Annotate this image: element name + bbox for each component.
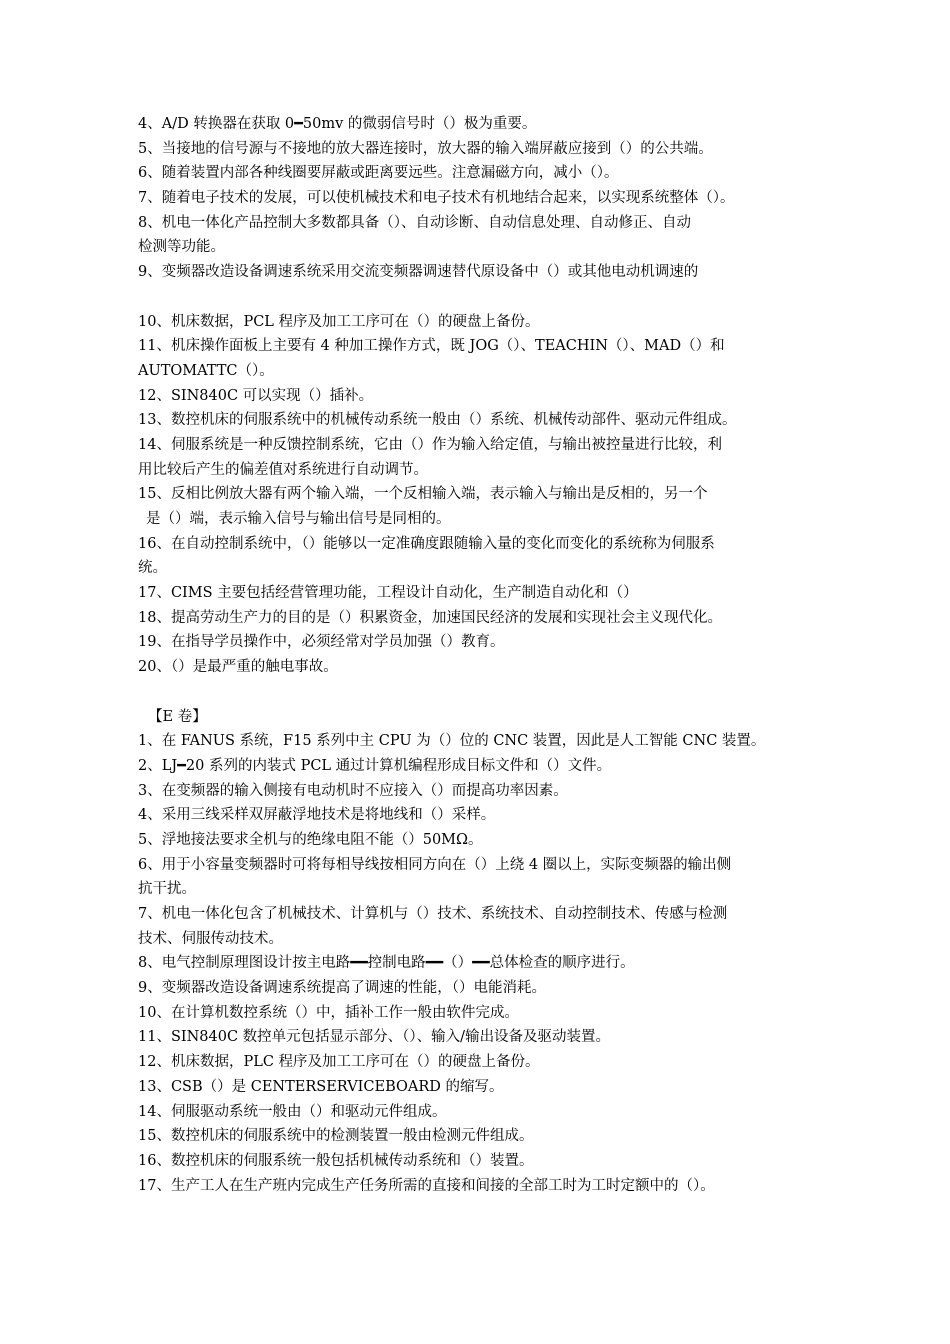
question-line: 10、机床数据，PCL 程序及加工工序可在（）的硬盘上备份。 [138, 313, 540, 330]
question-line: 20、（）是最严重的触电事故。 [138, 659, 338, 676]
question-line: 3、在变频器的输入侧接有电动机时不应接入（）而提高功率因素。 [138, 782, 568, 799]
question-line: 2、LJ━20 系列的内装式 PCL 通过计算机编程形成目标文件和（）文件。 [138, 757, 612, 774]
question-line: 14、伺服驱动系统一般由（）和驱动元件组成。 [138, 1103, 447, 1120]
question-line: 18、提高劳动生产力的目的是（）积累资金，加速国民经济的发展和实现社会主义现代化。 [138, 609, 722, 626]
question-line: 抗干扰。 [138, 881, 196, 898]
document-body [138, 112, 818, 1223]
question-line: 4、A/D 转换器在获取 0━50mv 的微弱信号时（）极为重要。 [138, 116, 537, 132]
question-line: 8、机电一体化产品控制大多数都具备（）、自动诊断、自动信息处理、自动修正、自动 [138, 214, 691, 231]
question-line: 15、数控机床的伺服系统中的检测装置一般由检测元件组成。 [138, 1128, 534, 1145]
question-line: 11、机床操作面板上主要有 4 种加工操作方式，既 JOG（）、TEACHIN（）、MAD（）和 [138, 338, 725, 355]
question-line: 统。 [138, 560, 167, 577]
question-line: 13、数控机床的伺服系统中的机械传动系统一般由（）系统、机械传动部件、驱动元件组成。 [138, 412, 737, 429]
question-line: 10、在计算机数控系统（）中，插补工作一般由软件完成。 [138, 1004, 519, 1021]
question-line: 6、用于小容量变频器时可将每相导线按相同方向在（）上绕 4 圈以上，实际变频器的输出侧 [138, 856, 732, 873]
section-e-heading: 【E 卷】 [148, 708, 207, 725]
question-line: 用比较后产生的偏差值对系统进行自动调节。 [138, 461, 428, 478]
question-line: 9、变频器改造设备调速系统提高了调速的性能，（）电能消耗。 [138, 980, 546, 997]
question-line: 17、CIMS 主要包括经营管理功能，工程设计自动化，生产制造自动化和（） [138, 585, 638, 602]
section-spacer [138, 680, 818, 705]
question-line: 6、随着装置内部各种线圈要屏蔽或距离要远些。注意漏磁方向，减小（）。 [138, 165, 619, 182]
question-line: 16、数控机床的伺服系统一般包括机械传动系统和（）装置。 [138, 1152, 534, 1169]
question-line: 1、在 FANUS 系统，F15 系列中主 CPU 为（）位的 CNC 装置，因此是人工智能 CNC 装置。 [138, 733, 766, 750]
section-d-questions [138, 112, 818, 680]
question-line: 14、伺服系统是一种反馈控制系统，它由（）作为输入给定值，与输出被控量进行比较，利 [138, 436, 722, 453]
section-e [138, 705, 818, 1223]
question-line [138, 1198, 818, 1223]
question-line: 16、在自动控制系统中，（）能够以一定准确度跟随输入量的变化而变化的系统称为伺服系 [138, 535, 715, 552]
question-line: 检测等功能。 [138, 239, 225, 256]
question-line: 8、电气控制原理图设计按主电路━━控制电路━━（）━━总体检查的顺序进行。 [138, 955, 635, 972]
blank-line [138, 285, 818, 310]
question-line: 4、采用三线采样双屏蔽浮地技术是将地线和（）采样。 [138, 807, 496, 824]
question-line: 9、变频器改造设备调速系统采用交流变频器调速替代原设备中（）或其他电动机调速的 [138, 264, 699, 281]
question-line: 13、CSB（）是 CENTERSERVICEBOARD 的缩写。 [138, 1078, 504, 1095]
question-line: 12、SIN840C 可以实现（）插补。 [138, 387, 374, 404]
question-line: AUTOMATTC（）。 [138, 362, 274, 379]
question-line: 5、当接地的信号源与不接地的放大器连接时，放大器的输入端屏蔽应接到（）的公共端。 [138, 140, 713, 157]
question-line: 7、机电一体化包含了机械技术、计算机与（）技术、系统技术、自动控制技术、传感与检测 [138, 906, 728, 922]
question-line: 17、生产工人在生产班内完成生产任务所需的直接和间接的全部工时为工时定额中的（）。 [138, 1177, 715, 1194]
question-line: 12、机床数据，PLC 程序及加工工序可在（）的硬盘上备份。 [138, 1054, 540, 1071]
question-line: 7、随着电子技术的发展，可以使机械技术和电子技术有机地结合起来，以实现系统整体（）。 [138, 190, 735, 207]
question-line: 技术、伺服传动技术。 [138, 930, 283, 947]
question-line: 5、浮地接法要求全机与的绝缘电阻不能（）50MΩ。 [138, 831, 483, 848]
question-line: 是（）端，表示输入信号与输出信号是同相的。 [146, 511, 451, 527]
question-line: 19、在指导学员操作中，必须经常对学员加强（）教育。 [138, 634, 505, 651]
question-line: 11、SIN840C 数控单元包括显示部分、（）、输入/输出设备及驱动装置。 [138, 1029, 611, 1046]
question-line: 15、反相比例放大器有两个输入端，一个反相输入端，表示输入与输出是反相的，另一个 [138, 486, 708, 503]
